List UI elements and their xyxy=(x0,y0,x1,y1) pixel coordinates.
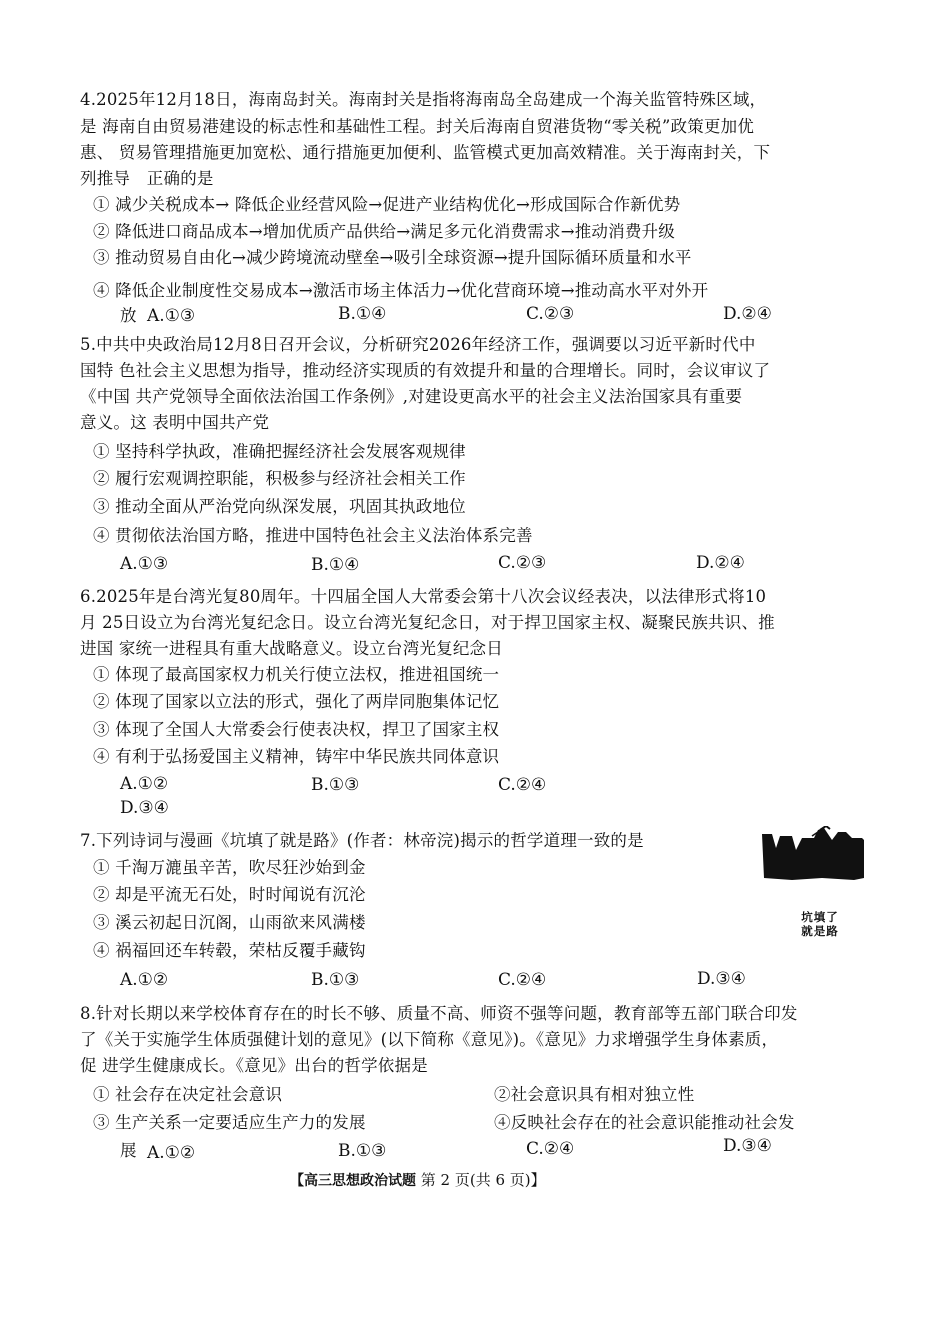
q8-option-a[interactable]: A.①② xyxy=(147,1143,196,1163)
q7-option-d[interactable]: D.③④ xyxy=(697,969,746,989)
q7-statement-4: ④ 祸福回还车转毂，荣枯反覆手藏钩 xyxy=(93,941,366,960)
q8-statement-4-cont: 展 xyxy=(120,1141,137,1160)
footer-title: 【高三思想政治试题 xyxy=(290,1173,416,1189)
q4-option-d[interactable]: D.②④ xyxy=(723,304,772,324)
comic-image xyxy=(762,826,864,882)
q5-statement-1: ① 坚持科学执政，准确把握经济社会发展客观规律 xyxy=(93,442,466,461)
comic-caption-line-2: 就是路 xyxy=(801,924,839,938)
q6-option-d[interactable]: D.③④ xyxy=(120,798,169,818)
q8-option-c[interactable]: C.②④ xyxy=(526,1139,575,1159)
q7-option-c[interactable]: C.②④ xyxy=(498,970,547,990)
q5-statement-4: ④ 贯彻依法治国方略，推进中国特色社会主义法治体系完善 xyxy=(93,526,533,545)
q4-stem-line-3: 惠、 贸易管理措施更加宽松、通行措施更加便利、监管模式更加高效精准。关于海南封关，下 xyxy=(80,143,771,162)
q7-option-b[interactable]: B.①③ xyxy=(311,970,360,990)
q6-stem-line-2: 月 25日设立为台湾光复纪念日。设立台湾光复纪念日，对于捍卫国家主权、凝聚民族共识、推 xyxy=(80,613,775,632)
q4-stem-line-4: 列推导 正确的是 xyxy=(80,169,214,188)
q4-stem-line-1: 4.2025年12月18日，海南岛封关。海南封关是指将海南岛全岛建成一个海关监管特殊区域， xyxy=(80,90,767,109)
q6-statement-4: ④ 有利于弘扬爱国主义精神，铸牢中华民族共同体意识 xyxy=(93,747,500,766)
q6-statement-3: ③ 体现了全国人大常委会行使表决权，捍卫了国家主权 xyxy=(93,720,500,739)
comic-caption-line-1: 坑填了 xyxy=(801,910,839,924)
q5-statement-2: ② 履行宏观调控职能，积极参与经济社会相关工作 xyxy=(93,469,466,488)
q8-stem-line-1: 8.针对长期以来学校体育存在的时长不够、质量不高、师资不强等问题，教育部等五部门联合印发 xyxy=(80,1004,798,1023)
comic-caption xyxy=(790,910,850,938)
q6-statement-2: ② 体现了国家以立法的形式，强化了两岸同胞集体记忆 xyxy=(93,692,500,711)
q6-option-c[interactable]: C.②④ xyxy=(498,775,547,795)
q5-stem-line-2: 国特 色社会主义思想为指导，推动经济实现质的有效提升和量的合理增长。同时，会议审议了 xyxy=(80,361,771,380)
q8-stem-line-2: 了《关于实施学生体质强健计划的意见》(以下简称《意见》)。《意见》力求增强学生身体素质， xyxy=(80,1030,779,1049)
q8-statement-3: ③ 生产关系一定要适应生产力的发展 xyxy=(93,1113,366,1132)
q4-statement-3: ③ 推动贸易自由化→减少跨境流动壁垒→吸引全球资源→提升国际循环质量和水平 xyxy=(93,248,692,267)
q5-stem-line-4: 意义。这 表明中国共产党 xyxy=(80,413,270,432)
q8-statement-4: ④反映社会存在的社会意识能推动社会发 xyxy=(494,1113,795,1132)
q8-statement-2: ②社会意识具有相对独立性 xyxy=(494,1085,695,1104)
q6-stem-line-3: 进国 家统一进程具有重大战略意义。设立台湾光复纪念日 xyxy=(80,639,503,658)
q5-stem-line-1: 5.中共中央政治局12月8日召开会议，分析研究2026年经济工作，强调要以习近平新时代中 xyxy=(80,335,756,354)
q6-statement-1: ① 体现了最高国家权力机关行使立法权，推进祖国统一 xyxy=(93,665,500,684)
q8-statement-1: ① 社会存在决定社会意识 xyxy=(93,1085,283,1104)
q4-statement-4-cont: 放 xyxy=(120,306,137,325)
q5-statement-3: ③ 推动全面从严治党向纵深发展，巩固其执政地位 xyxy=(93,497,466,516)
q7-statement-3: ③ 溪云初起日沉阁，山雨欲来风满楼 xyxy=(93,913,366,932)
q4-option-c[interactable]: C.②③ xyxy=(526,304,575,324)
page-footer xyxy=(290,1170,546,1191)
q7-option-a[interactable]: A.①② xyxy=(120,970,169,990)
q4-stem-line-2: 是 海南自由贸易港建设的标志性和基础性工程。封关后海南自贸港货物“零关税”政策更加优 xyxy=(80,117,755,136)
q5-option-c[interactable]: C.②③ xyxy=(498,553,547,573)
q5-stem-line-3: 《中国 共产党领导全面依法治国工作条例》,对建设更高水平的社会主义法治国家具有重要 xyxy=(80,387,743,406)
q6-option-b[interactable]: B.①③ xyxy=(311,775,360,795)
q4-option-a[interactable]: A.①③ xyxy=(147,306,196,326)
q7-statement-1: ① 千淘万漉虽辛苦，吹尽狂沙始到金 xyxy=(93,858,366,877)
q4-statement-4: ④ 降低企业制度性交易成本→激活市场主体活力→优化营商环境→推动高水平对外开 xyxy=(93,281,709,300)
q6-option-a[interactable]: A.①② xyxy=(120,774,169,794)
footer-page-number: 第 2 页(共 6 页)】 xyxy=(420,1171,546,1189)
q4-option-b[interactable]: B.①④ xyxy=(338,304,387,324)
q5-option-d[interactable]: D.②④ xyxy=(696,553,745,573)
q7-statement-2: ② 却是平流无石处，时时闻说有沉沦 xyxy=(93,885,366,904)
q8-option-d[interactable]: D.③④ xyxy=(723,1136,772,1156)
q8-stem-line-3: 促 进学生健康成长。《意见》出台的哲学依据是 xyxy=(80,1056,428,1075)
q4-statement-1: ① 减少关税成本→ 降低企业经营风险→促进产业结构优化→形成国际合作新优势 xyxy=(93,195,681,214)
q4-statement-2: ② 降低进口商品成本→增加优质产品供给→满足多元化消费需求→推动消费升级 xyxy=(93,222,675,241)
q6-stem-line-1: 6.2025年是台湾光复80周年。十四届全国人大常委会第十八次会议经表决，以法律形式将10 xyxy=(80,587,767,606)
q8-option-b[interactable]: B.①③ xyxy=(338,1141,387,1161)
q5-option-a[interactable]: A.①③ xyxy=(120,554,169,574)
q5-option-b[interactable]: B.①④ xyxy=(311,555,360,575)
q7-stem-line-1: 7.下列诗词与漫画《坑填了就是路》(作者：林帝浣)揭示的哲学道理一致的是 xyxy=(80,831,644,850)
